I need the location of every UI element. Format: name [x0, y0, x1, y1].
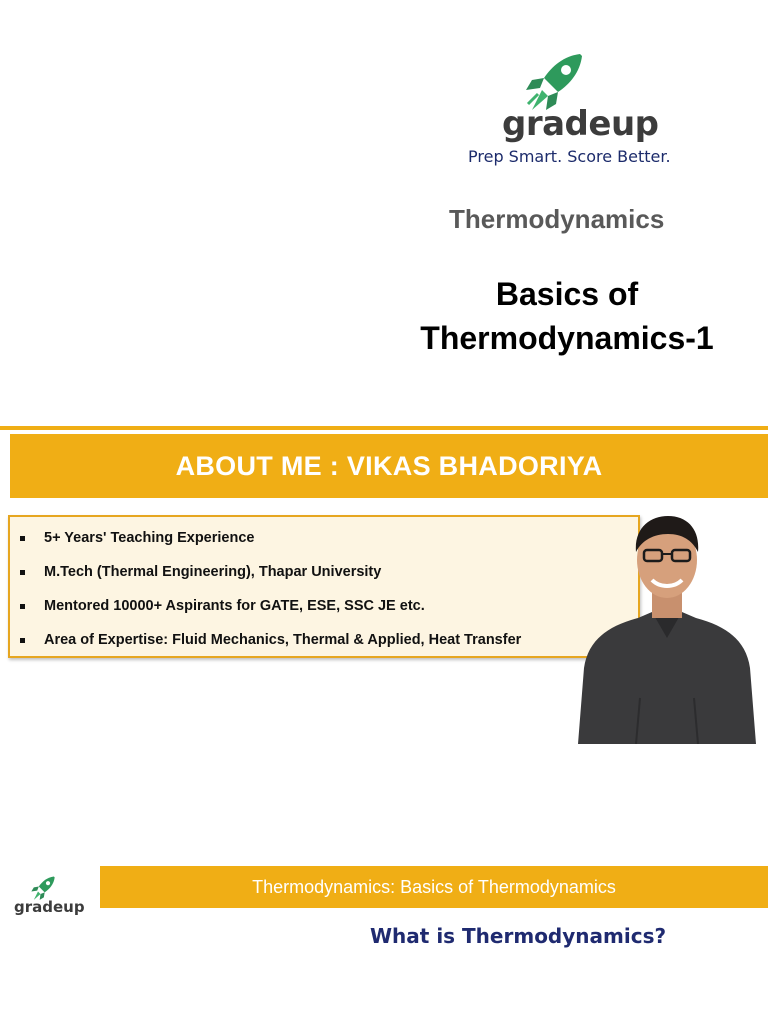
logo-wordmark: gradeup	[502, 104, 659, 144]
list-item: Area of Expertise: Fluid Mechanics, Thermal & Applied, Heat Transfer	[18, 625, 638, 659]
logo-wordmark: gradeup	[14, 898, 85, 916]
lesson-title-line1: Basics of	[495, 276, 639, 312]
about-banner	[10, 434, 768, 498]
lesson-title-line2: Thermodynamics-1	[420, 320, 714, 356]
about-title: ABOUT ME : VIKAS BHADORIYA	[175, 450, 603, 481]
about-info-box	[8, 515, 640, 658]
slide-header-bar	[100, 866, 768, 908]
instructor-photo	[578, 508, 756, 744]
list-item: Mentored 10000+ Aspirants for GATE, ESE, SSC JE etc.	[18, 591, 638, 625]
slide-question-heading: What is Thermodynamics?	[370, 924, 667, 948]
about-divider	[0, 426, 768, 430]
subject-title: Thermodynamics	[449, 204, 665, 234]
slide-header-title: Thermodynamics: Basics of Thermodynamics	[252, 876, 616, 897]
logo-tagline: Prep Smart. Score Better.	[468, 147, 671, 166]
list-item: M.Tech (Thermal Engineering), Thapar University	[18, 557, 638, 591]
lesson-title	[400, 272, 734, 360]
about-points	[10, 517, 638, 659]
list-item: 5+ Years' Teaching Experience	[18, 523, 638, 557]
